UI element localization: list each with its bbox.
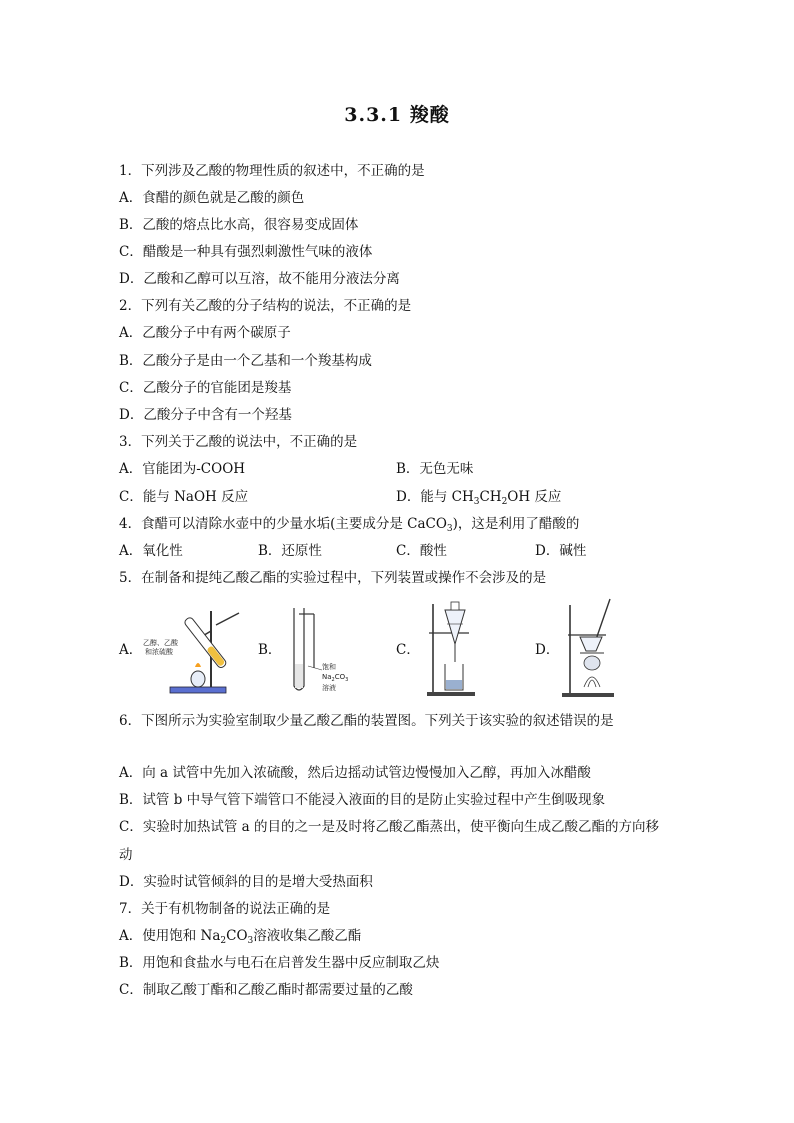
fig-a-label-2: 和浓硫酸 — [145, 648, 173, 656]
q6-option-a: A．向 a 试管中先加入浓硫酸，然后边摇动试管边慢慢加入乙醇，再加入冰醋酸 — [119, 765, 591, 781]
q7-option-b: B．用饱和食盐水与电石在启普发生器中反应制取乙炔 — [119, 955, 440, 971]
q7-stem: 7．关于有机物制备的说法正确的是 — [119, 901, 331, 917]
q5-stem: 5．在制备和提纯乙酸乙酯的实验过程中，下列装置或操作不会涉及的是 — [119, 570, 547, 586]
q3-option-c: C．能与 NaOH 反应 — [119, 489, 249, 505]
q1-option-b: B．乙酸的熔点比水高，很容易变成固体 — [119, 217, 359, 233]
q2-option-d: D．乙酸分子中含有一个羟基 — [119, 407, 292, 423]
q2-option-c: C．乙酸分子的官能团是羧基 — [119, 380, 292, 396]
q7-option-c: C．制取乙酸丁酯和乙酸乙酯时都需要过量的乙酸 — [119, 982, 413, 998]
fig-b-label-1: 饱和 — [322, 663, 336, 671]
q1-option-a: A．食醋的颜色就是乙酸的颜色 — [119, 190, 305, 206]
q6-stem: 6．下图所示为实验室制取少量乙酸乙酯的装置图。下列关于该实验的叙述错误的是 — [119, 713, 614, 729]
apparatus-c-figure — [421, 600, 481, 698]
q3-stem: 3．下列关于乙酸的说法中，不正确的是 — [119, 434, 358, 450]
apparatus-d-figure — [558, 597, 618, 699]
q4-stem: 4．食醋可以清除水壶中的少量水垢(主要成分是 CaCO$_3$)，这是利用了醋酸的 — [119, 516, 580, 534]
q2-stem: 2．下列有关乙酸的分子结构的说法，不正确的是 — [119, 298, 412, 314]
q6-option-c-line1: C．实验时加热试管 a 的目的之一是及时将乙酸乙酯蒸出，使平衡向生成乙酸乙酯的方向移 — [119, 819, 659, 835]
q3-option-b: B．无色无味 — [396, 461, 474, 477]
q2-option-a: A．乙酸分子中有两个碳原子 — [119, 325, 291, 341]
q5-option-b: B． — [258, 642, 282, 658]
q4-option-d: D．碱性 — [535, 543, 587, 559]
page-title: 3.3.1 羧酸 — [344, 104, 450, 126]
q4-option-c: C．酸性 — [396, 543, 447, 559]
q6-option-c-line2: 动 — [119, 847, 133, 863]
q1-option-c: C．醋酸是一种具有强烈刺激性气味的液体 — [119, 244, 373, 260]
q6-option-d: D．实验时试管倾斜的目的是增大受热面积 — [119, 874, 373, 890]
q1-stem: 1．下列涉及乙酸的物理性质的叙述中，不正确的是 — [119, 163, 425, 179]
fig-a-label-1: 乙醇、乙酸 — [143, 639, 178, 647]
q3-option-d: D．能与 $CH_3CH_2OH$ 反应 — [396, 489, 562, 507]
q5-option-a: A． — [119, 642, 143, 658]
q2-option-b: B．乙酸分子是由一个乙基和一个羧基构成 — [119, 353, 372, 369]
q6-option-b: B．试管 b 中导气管下端管口不能浸入液面的目的是防止实验过程中产生倒吸现象 — [119, 792, 606, 808]
apparatus-a-figure — [143, 605, 243, 697]
apparatus-b-figure — [282, 606, 372, 698]
q4-option-b: B．还原性 — [258, 543, 322, 559]
q1-option-d: D．乙酸和乙醇可以互溶，故不能用分液法分离 — [119, 271, 400, 287]
q5-option-c: C． — [396, 642, 420, 658]
q4-option-a: A．氧化性 — [119, 543, 183, 559]
q7-option-a: A．使用饱和 $Na_2CO_3$溶液收集乙酸乙酯 — [119, 928, 362, 946]
fig-b-label-3: 溶液 — [322, 684, 336, 692]
fig-b-label-2: $Na_2CO_3$ — [322, 673, 349, 683]
q3-option-a: A．官能团为-COOH — [119, 461, 246, 477]
q5-option-d: D． — [535, 642, 560, 658]
